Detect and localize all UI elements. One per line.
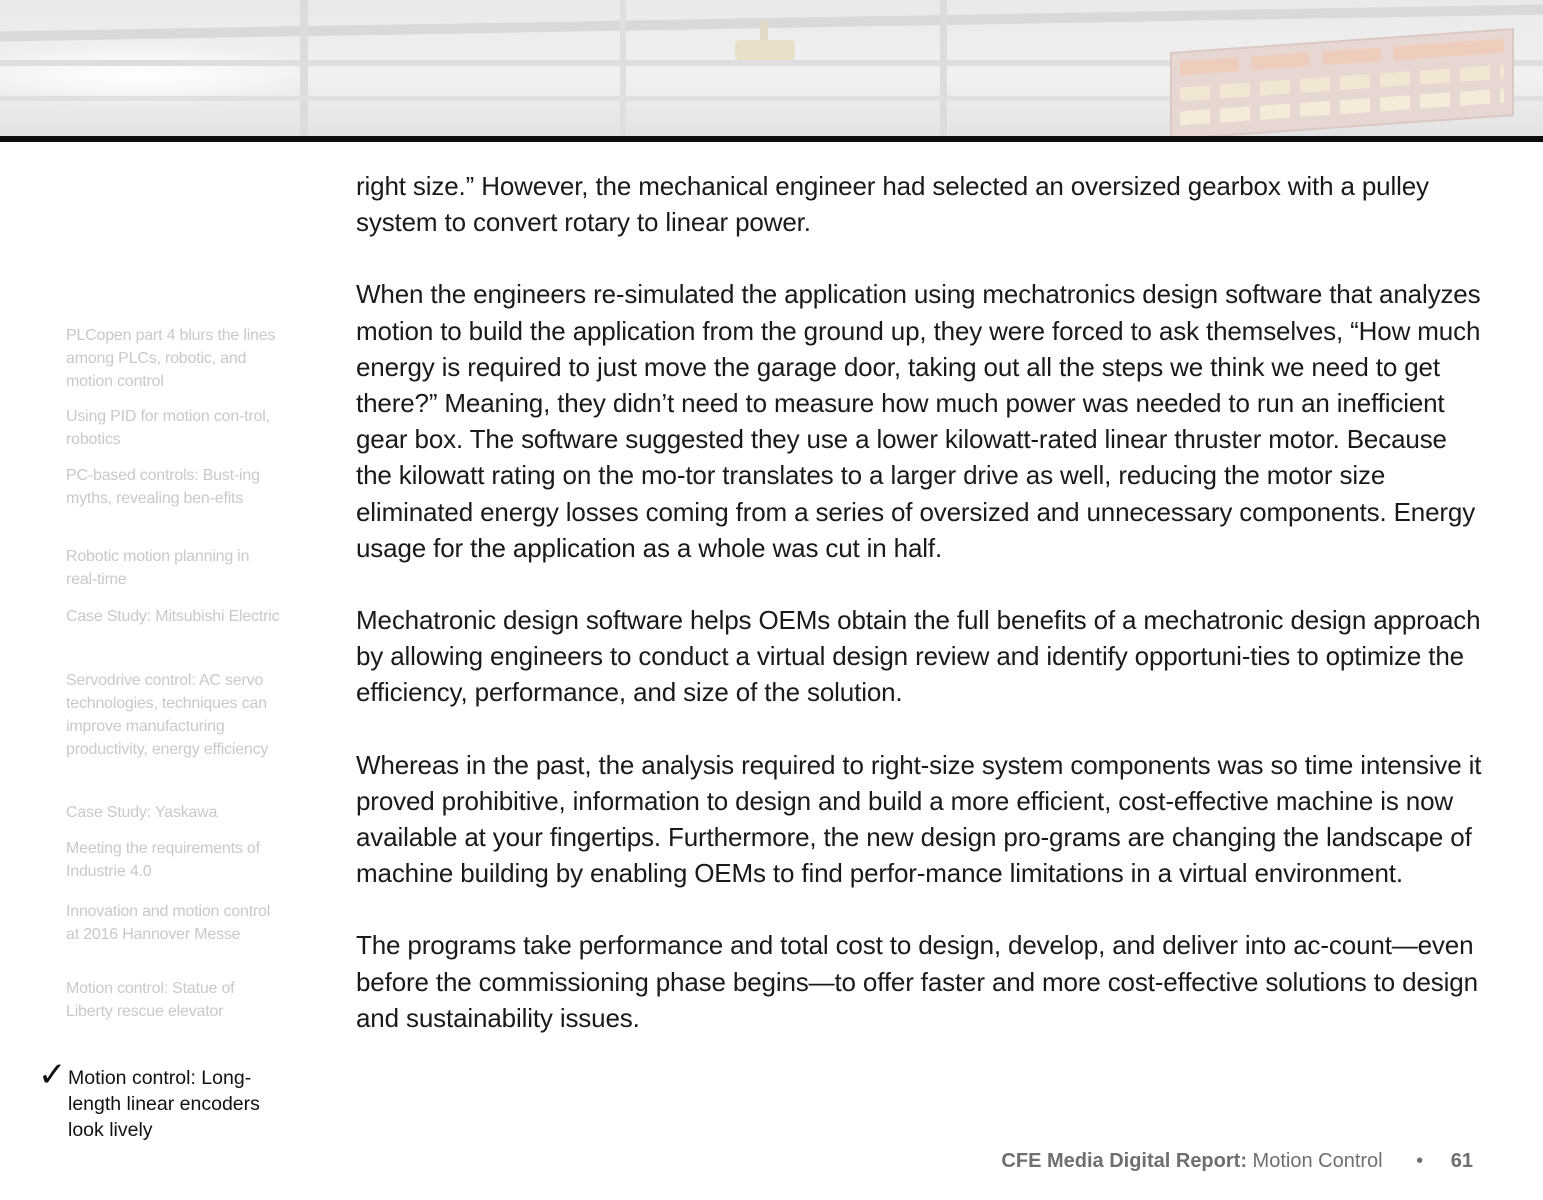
body-paragraph: When the engineers re-simulated the application using mechatronics design software that analyzes motion to build the application from the ground up, they were forced to ask themselves, “How much energy is required to just move the garage door, taking out all the steps we think we need to get there?” Meaning, they didn’t need to measure how much power was needed to run an inefficient gear box. The software suggested they use a lower kilowatt-rated linear thruster motor. Because the kilowatt rating on the mo-tor translates to a larger drive as well, reducing the motor size eliminated energy losses coming from a series of oversized and unnecessary components. Energy usage for the application as a whole was cut in half. — [356, 279, 1481, 563]
page-footer — [1001, 1148, 1473, 1174]
header-divider — [0, 136, 1543, 142]
body-paragraph: right size.” However, the mechanical engineer had selected an oversized gearbox with a pulley system to convert rotary to linear power. — [356, 171, 1429, 238]
toc-item-statue-of-liberty[interactable]: Motion control: Statue of Liberty rescue elevator — [66, 980, 235, 1020]
body-paragraph: Whereas in the past, the analysis required to right-size system components was so time intensive it proved prohibitive, information to design and build a more efficient, cost-effective machine is now available at your fingertips. Furthermore, the new design pro-grams are changing the landscape of machine building by enabling OEMs to find perfor-mance limitations in a virtual environment. — [356, 749, 1482, 889]
footer-publication: CFE Media Digital Report: — [1001, 1150, 1247, 1172]
footer-section: Motion Control — [1252, 1150, 1383, 1172]
toc-item-servodrive[interactable]: Servodrive control: AC servo technologies, techniques can improve manufacturing productivity, energy efficiency — [66, 672, 269, 758]
toc-item-current-linear-encoders[interactable]: Motion control: Long-length linear encoders look lively — [68, 1067, 260, 1141]
body-paragraph: The programs take performance and total cost to design, develop, and deliver into ac-count—even before the commissioning phase begins—to offer faster and more cost-effective solutions to design and sustainability issues. — [356, 930, 1478, 1033]
toc-item-pid[interactable]: Using PID for motion con-trol, robotics — [66, 408, 270, 448]
scoreboard-graphic — [1170, 28, 1514, 136]
toc-item-plcopen[interactable]: PLCopen part 4 blurs the lines among PLCs, robotic, and motion control — [66, 327, 276, 390]
toc-item-industrie-4[interactable]: Meeting the requirements of Industrie 4.0 — [66, 840, 260, 880]
body-paragraph: Mechatronic design software helps OEMs obtain the full benefits of a mechatronic design approach by allowing engineers to conduct a virtual design review and identify opportuni-ties to optimize the efficiency, performance, and size of the solution. — [356, 605, 1481, 708]
toc-item-pc-based-controls[interactable]: PC-based controls: Bust-ing myths, revealing ben-efits — [66, 467, 260, 507]
toc-item-robotic-motion[interactable]: Robotic motion planning in real-time — [66, 548, 250, 588]
article-body — [356, 168, 1486, 1072]
checkmark-icon: ✓ — [38, 1055, 67, 1095]
toc-item-case-study-yaskawa[interactable]: Case Study: Yaskawa — [66, 804, 218, 821]
toc-item-case-study-mitsubishi[interactable]: Case Study: Mitsubishi Electric — [66, 608, 280, 625]
footer-separator: • — [1416, 1150, 1424, 1172]
header-banner-image — [0, 0, 1543, 136]
page-number: 61 — [1450, 1150, 1473, 1172]
toc-item-hannover-messe[interactable]: Innovation and motion control at 2016 Hannover Messe — [66, 903, 271, 943]
